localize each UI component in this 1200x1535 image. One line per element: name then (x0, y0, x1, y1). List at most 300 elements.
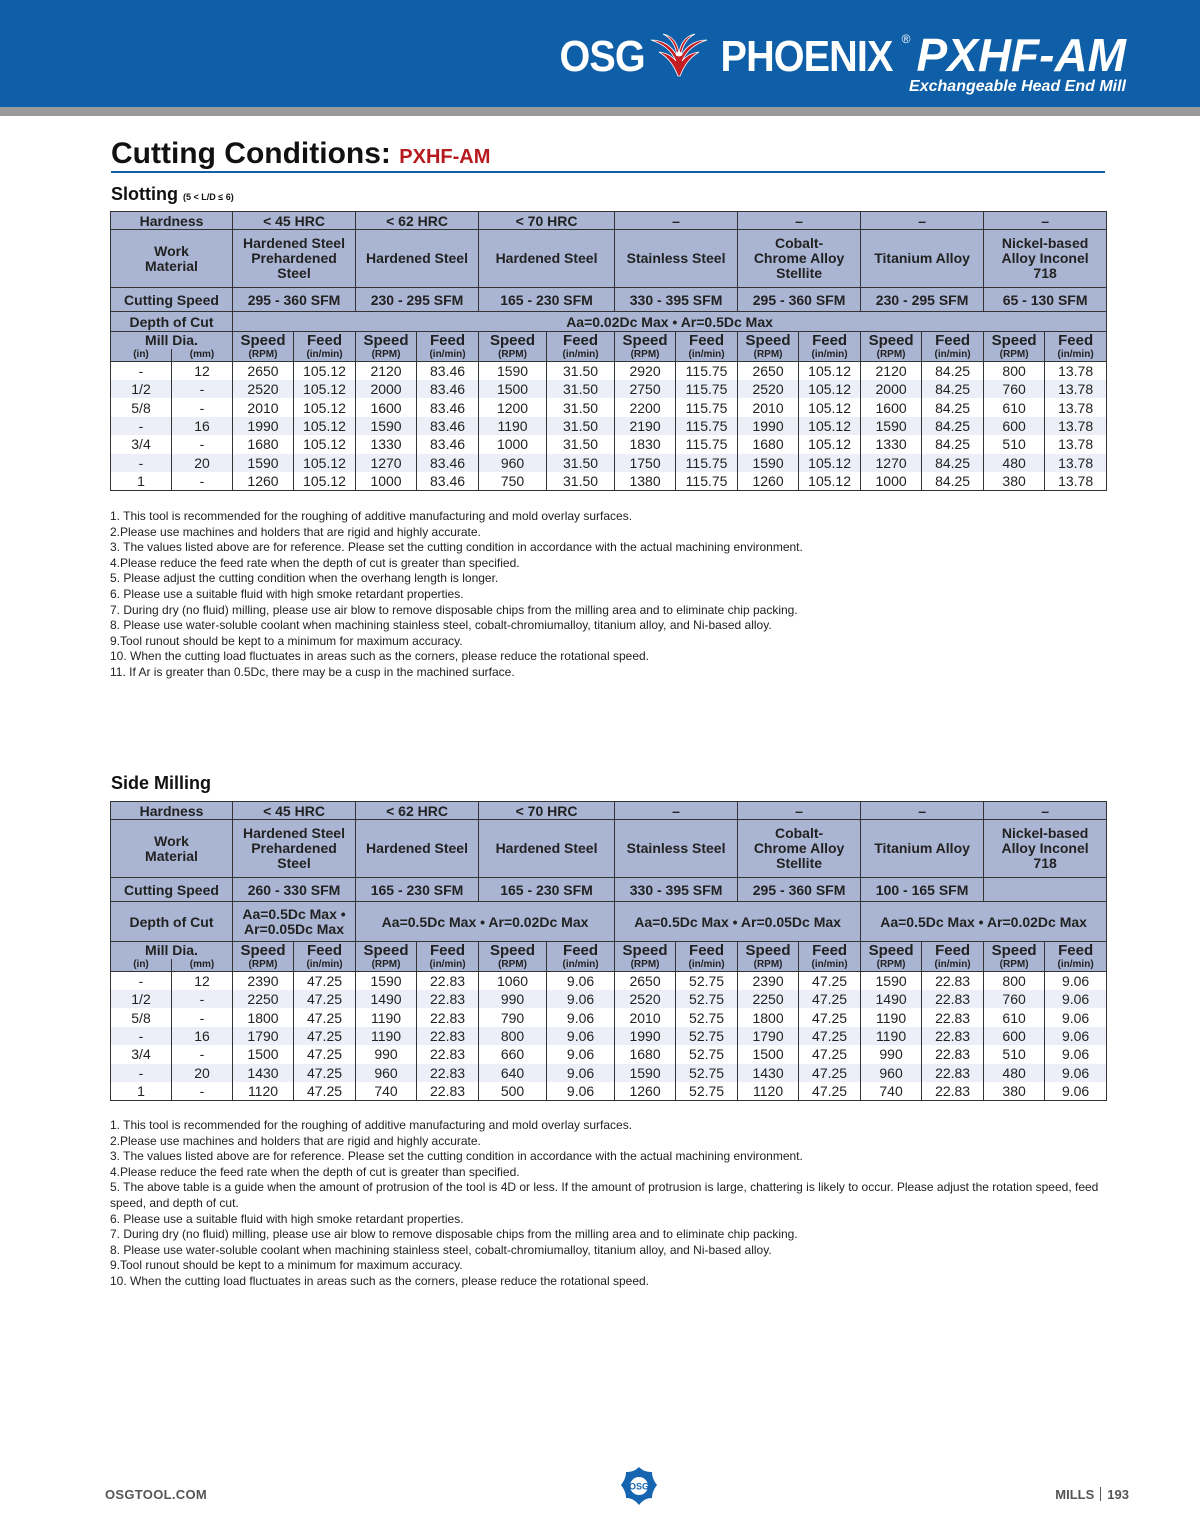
feed-cell: 47.25 (799, 1082, 861, 1101)
speed-header: Speed (984, 332, 1045, 349)
feed-cell: 47.25 (294, 1027, 356, 1045)
feed-cell: 84.25 (922, 362, 984, 381)
feed-cell: 105.12 (294, 454, 356, 472)
table-row (111, 380, 1107, 398)
feed-cell: 83.46 (417, 380, 479, 398)
unit-rpm: (RPM) (233, 959, 294, 972)
note-item: 10. When the cutting load fluctuates in areas such as the corners, please reduce the rotational speed. (110, 1273, 649, 1288)
unit-rpm: (RPM) (615, 349, 676, 362)
speed-cell: 1990 (233, 417, 294, 435)
depth-of-cut-value: Aa=0.5Dc Max • Ar=0.05Dc Max (233, 902, 356, 942)
speed-cell: 1200 (479, 398, 547, 416)
speed-cell: 960 (479, 454, 547, 472)
work-material-value: Nickel-based Alloy Inconel 718 (984, 820, 1107, 878)
feed-cell: 84.25 (922, 435, 984, 453)
feed-cell: 105.12 (799, 454, 861, 472)
speed-cell: 1680 (615, 1045, 676, 1063)
feed-cell: 105.12 (799, 362, 861, 381)
mill-dia-mm: - (172, 1008, 233, 1026)
table-row (111, 472, 1107, 491)
speed-cell: 1680 (738, 435, 799, 453)
table-row (111, 454, 1107, 472)
cutting-speed-value: 230 - 295 SFM (861, 288, 984, 312)
cutting-speed-label: Cutting Speed (111, 878, 233, 902)
speed-cell: 1600 (356, 398, 417, 416)
speed-cell: 2190 (615, 417, 676, 435)
speed-cell: 760 (984, 990, 1045, 1008)
slotting-notes (110, 509, 1110, 681)
speed-cell: 1260 (615, 1082, 676, 1101)
feed-cell: 47.25 (294, 1082, 356, 1101)
mill-dia-in: 3/4 (111, 1045, 172, 1063)
note-item: 7. During dry (no fluid) milling, please use air blow to remove disposable chips from the milling area and to eliminate chip packing. (110, 1227, 798, 1242)
hardness-value: – (615, 212, 738, 230)
speed-cell: 1800 (738, 1008, 799, 1026)
feed-header: Feed (294, 332, 356, 349)
feed-cell: 13.78 (1045, 435, 1107, 453)
feed-header: Feed (294, 942, 356, 959)
unit-mm: (mm) (172, 959, 233, 972)
mill-dia-label: Mill Dia. (111, 332, 233, 349)
feed-cell: 31.50 (547, 380, 615, 398)
speed-cell: 960 (861, 1064, 922, 1082)
hardness-value: < 62 HRC (356, 212, 479, 230)
speed-cell: 1590 (356, 417, 417, 435)
feed-cell: 105.12 (799, 435, 861, 453)
header-divider (0, 107, 1200, 116)
table-row (111, 435, 1107, 453)
speed-cell: 1000 (356, 472, 417, 491)
cutting-speed-row (111, 288, 1107, 312)
feed-cell: 105.12 (294, 417, 356, 435)
speed-cell: 500 (479, 1082, 547, 1101)
mill-dia-mm: 20 (172, 1064, 233, 1082)
speed-cell: 2120 (356, 362, 417, 381)
feed-cell: 83.46 (417, 435, 479, 453)
note-item: 3. The values listed above are for reference. Please set the cutting condition in accordance with the actual machining environment. (110, 1149, 803, 1164)
page-title-main: Cutting Conditions: (111, 137, 391, 170)
slotting-title-text: Slotting (111, 184, 178, 204)
note-item: 3. The values listed above are for reference. Please set the cutting condition in accordance with the actual machining environment. (110, 540, 803, 555)
work-material-row (111, 820, 1107, 878)
cutting-speed-value: 330 - 395 SFM (615, 288, 738, 312)
mill-dia-in: 1/2 (111, 990, 172, 1008)
speed-header: Speed (356, 332, 417, 349)
speed-cell: 1430 (233, 1064, 294, 1082)
note-item: 11. If Ar is greater than 0.5Dc, there may be a cusp in the machined surface. (110, 664, 515, 679)
table-row (111, 362, 1107, 381)
speed-cell: 1990 (615, 1027, 676, 1045)
table-row (111, 1027, 1107, 1045)
speed-cell: 640 (479, 1064, 547, 1082)
speed-cell: 1500 (738, 1045, 799, 1063)
feed-cell: 9.06 (547, 1064, 615, 1082)
feed-cell: 31.50 (547, 417, 615, 435)
speed-cell: 2650 (738, 362, 799, 381)
mill-dia-mm: - (172, 398, 233, 416)
speed-cell: 1330 (861, 435, 922, 453)
registered-mark: ® (901, 32, 911, 46)
feed-cell: 9.06 (1045, 972, 1107, 991)
feed-cell: 83.46 (417, 362, 479, 381)
feed-cell: 52.75 (676, 972, 738, 991)
feed-cell: 13.78 (1045, 417, 1107, 435)
cutting-speed-value: 165 - 230 SFM (479, 288, 615, 312)
speed-header: Speed (861, 942, 922, 959)
units-header-row (111, 959, 1107, 972)
note-item: 6. Please use a suitable fluid with high smoke retardant properties. (110, 586, 464, 601)
speed-cell: 1380 (615, 472, 676, 491)
mill-dia-mm: 20 (172, 454, 233, 472)
feed-cell: 22.83 (922, 1027, 984, 1045)
page-title (111, 137, 490, 171)
cutting-speed-value: 230 - 295 SFM (356, 288, 479, 312)
phoenix-bird-icon (647, 32, 709, 78)
feed-cell: 84.25 (922, 454, 984, 472)
feed-cell: 31.50 (547, 362, 615, 381)
feed-cell: 47.25 (294, 972, 356, 991)
feed-cell: 9.06 (547, 1008, 615, 1026)
unit-rpm: (RPM) (984, 349, 1045, 362)
feed-cell: 52.75 (676, 990, 738, 1008)
note-item: 5. The above table is a guide when the amount of protrusion of the tool is 4D or less. If the amount of protrusion is large, chattering is likely to occur. Please adjust the rotation speed, feed speed, and depth of cut. (110, 1180, 1099, 1210)
mill-dia-in: 3/4 (111, 435, 172, 453)
speed-cell: 990 (479, 990, 547, 1008)
speed-cell: 600 (984, 417, 1045, 435)
cutting-speed-value: 165 - 230 SFM (356, 878, 479, 902)
speed-cell: 1830 (615, 435, 676, 453)
note-item: 8. Please use water-soluble coolant when machining stainless steel, cobalt-chromiumalloy, titanium alloy, and Ni-based alloy. (110, 618, 772, 633)
mill-dia-in: 5/8 (111, 398, 172, 416)
feed-cell: 115.75 (676, 398, 738, 416)
unit-rpm: (RPM) (738, 349, 799, 362)
speed-cell: 990 (861, 1045, 922, 1063)
feed-cell: 22.83 (417, 1082, 479, 1101)
feed-cell: 22.83 (417, 1045, 479, 1063)
cutting-speed-value: 260 - 330 SFM (233, 878, 356, 902)
work-material-value: Hardened Steel (356, 820, 479, 878)
table-row (111, 972, 1107, 991)
speed-cell: 2650 (233, 362, 294, 381)
speed-cell: 990 (356, 1045, 417, 1063)
feed-header: Feed (1045, 332, 1107, 349)
feed-cell: 13.78 (1045, 362, 1107, 381)
cutting-speed-value (984, 878, 1107, 902)
speed-cell: 510 (984, 1045, 1045, 1063)
feed-cell: 31.50 (547, 454, 615, 472)
table-row (111, 1082, 1107, 1101)
unit-rpm: (RPM) (738, 959, 799, 972)
feed-cell: 105.12 (294, 472, 356, 491)
feed-cell: 22.83 (417, 972, 479, 991)
unit-inmin: (in/min) (547, 959, 615, 972)
feed-cell: 105.12 (294, 435, 356, 453)
feed-cell: 22.83 (922, 1045, 984, 1063)
feed-cell: 47.25 (799, 1045, 861, 1063)
speed-cell: 740 (356, 1082, 417, 1101)
speed-cell: 1790 (738, 1027, 799, 1045)
feed-cell: 47.25 (294, 1064, 356, 1082)
feed-cell: 13.78 (1045, 380, 1107, 398)
speed-cell: 480 (984, 1064, 1045, 1082)
speed-cell: 660 (479, 1045, 547, 1063)
speed-cell: 1270 (356, 454, 417, 472)
title-rule (111, 171, 1105, 173)
speed-cell: 1490 (356, 990, 417, 1008)
depth-of-cut-row (111, 902, 1107, 942)
footer-separator (1100, 1487, 1101, 1501)
feed-cell: 9.06 (547, 1027, 615, 1045)
cutting-speed-value: 295 - 360 SFM (738, 288, 861, 312)
feed-cell: 105.12 (799, 472, 861, 491)
cutting-speed-value: 100 - 165 SFM (861, 878, 984, 902)
speed-cell: 1590 (233, 454, 294, 472)
feed-cell: 47.25 (294, 1045, 356, 1063)
hardness-value: < 45 HRC (233, 212, 356, 230)
slotting-table-body (111, 362, 1107, 491)
unit-inmin: (in/min) (676, 349, 738, 362)
mill-dia-in: 5/8 (111, 1008, 172, 1026)
feed-header: Feed (547, 332, 615, 349)
speed-cell: 1430 (738, 1064, 799, 1082)
speed-cell: 1060 (479, 972, 547, 991)
work-material-value: Cobalt-Chrome Alloy Stellite (738, 820, 861, 878)
work-material-value: Hardened Steel (479, 230, 615, 288)
hardness-row (111, 802, 1107, 820)
hardness-label: Hardness (111, 212, 233, 230)
feed-cell: 115.75 (676, 362, 738, 381)
feed-cell: 31.50 (547, 398, 615, 416)
speed-cell: 2200 (615, 398, 676, 416)
slotting-title (111, 184, 234, 205)
work-material-value: Hardened Steel (356, 230, 479, 288)
speed-cell: 1680 (233, 435, 294, 453)
note-item: 1. This tool is recommended for the roughing of additive manufacturing and mold overlay surfaces. (110, 1118, 633, 1132)
speed-cell: 1120 (233, 1082, 294, 1101)
feed-cell: 84.25 (922, 398, 984, 416)
hardness-value: – (615, 802, 738, 820)
unit-inmin: (in/min) (294, 349, 356, 362)
table-row (111, 417, 1107, 435)
feed-cell: 9.06 (1045, 1027, 1107, 1045)
feed-header: Feed (799, 332, 861, 349)
note-item: 5. Please adjust the cutting condition when the overhang length is longer. (110, 571, 499, 586)
feed-cell: 84.25 (922, 380, 984, 398)
cutting-speed-value: 165 - 230 SFM (479, 878, 615, 902)
speed-cell: 2010 (738, 398, 799, 416)
feed-header: Feed (1045, 942, 1107, 959)
feed-cell: 105.12 (799, 398, 861, 416)
note-item: 2.Please use machines and holders that are rigid and highly accurate. (110, 1133, 481, 1148)
mill-dia-in: - (111, 972, 172, 991)
speed-header: Speed (984, 942, 1045, 959)
speed-cell: 1190 (861, 1027, 922, 1045)
depth-of-cut-label: Depth of Cut (111, 902, 233, 942)
mill-dia-mm: - (172, 472, 233, 491)
brand-tagline: Exchangeable Head End Mill (909, 78, 1126, 95)
unit-rpm: (RPM) (615, 959, 676, 972)
mill-dia-in: - (111, 454, 172, 472)
speed-cell: 1590 (738, 454, 799, 472)
feed-cell: 9.06 (547, 1045, 615, 1063)
feed-cell: 9.06 (1045, 1082, 1107, 1101)
feed-cell: 13.78 (1045, 454, 1107, 472)
unit-inmin: (in/min) (417, 959, 479, 972)
speed-cell: 510 (984, 435, 1045, 453)
work-material-value: Stainless Steel (615, 230, 738, 288)
mill-dia-in: - (111, 362, 172, 381)
mill-dia-in: - (111, 1064, 172, 1082)
note-item: 7. During dry (no fluid) milling, please use air blow to remove disposable chips from the milling area and to eliminate chip packing. (110, 602, 798, 617)
unit-mm: (mm) (172, 349, 233, 362)
speed-cell: 2250 (233, 990, 294, 1008)
unit-inmin: (in/min) (417, 349, 479, 362)
hardness-value: < 45 HRC (233, 802, 356, 820)
speed-cell: 1490 (861, 990, 922, 1008)
speed-cell: 2000 (356, 380, 417, 398)
speed-cell: 1000 (861, 472, 922, 491)
unit-inmin: (in/min) (1045, 959, 1107, 972)
work-material-value: Nickel-based Alloy Inconel 718 (984, 230, 1107, 288)
feed-cell: 47.25 (799, 1027, 861, 1045)
mill-dia-in: 1 (111, 472, 172, 491)
side-milling-table (110, 801, 1107, 1101)
feed-cell: 115.75 (676, 435, 738, 453)
feed-cell: 52.75 (676, 1082, 738, 1101)
unit-rpm: (RPM) (479, 959, 547, 972)
work-material-label: Work Material (111, 230, 233, 288)
work-material-value: Hardened Steel Prehardened Steel (233, 820, 356, 878)
feed-cell: 22.83 (922, 1082, 984, 1101)
work-material-value: Titanium Alloy (861, 820, 984, 878)
unit-rpm: (RPM) (356, 959, 417, 972)
feed-cell: 9.06 (547, 990, 615, 1008)
feed-cell: 52.75 (676, 1008, 738, 1026)
mill-dia-in: - (111, 417, 172, 435)
speed-feed-header-row (111, 332, 1107, 349)
note-item: 9.Tool runout should be kept to a minimum for maximum accuracy. (110, 633, 463, 648)
speed-cell: 610 (984, 1008, 1045, 1026)
feed-cell: 22.83 (417, 990, 479, 1008)
speed-cell: 1800 (233, 1008, 294, 1026)
slotting-table (110, 211, 1107, 491)
feed-header: Feed (417, 332, 479, 349)
speed-cell: 380 (984, 472, 1045, 491)
feed-cell: 9.06 (1045, 1064, 1107, 1082)
feed-header: Feed (922, 332, 984, 349)
speed-cell: 1500 (479, 380, 547, 398)
cutting-speed-value: 65 - 130 SFM (984, 288, 1107, 312)
unit-inmin: (in/min) (922, 349, 984, 362)
feed-cell: 115.75 (676, 454, 738, 472)
feed-cell: 115.75 (676, 380, 738, 398)
speed-cell: 1590 (356, 972, 417, 991)
speed-header: Speed (479, 332, 547, 349)
feed-header: Feed (547, 942, 615, 959)
footer-page-info (1055, 1487, 1129, 1502)
work-material-value: Stainless Steel (615, 820, 738, 878)
feed-cell: 13.78 (1045, 472, 1107, 491)
speed-cell: 2390 (738, 972, 799, 991)
feed-header: Feed (676, 332, 738, 349)
speed-cell: 1750 (615, 454, 676, 472)
hardness-value: – (984, 212, 1107, 230)
feed-cell: 9.06 (1045, 1045, 1107, 1063)
unit-rpm: (RPM) (861, 959, 922, 972)
work-material-value: Cobalt-Chrome Alloy Stellite (738, 230, 861, 288)
feed-cell: 22.83 (922, 972, 984, 991)
feed-cell: 22.83 (922, 990, 984, 1008)
unit-inmin: (in/min) (676, 959, 738, 972)
speed-cell: 1260 (738, 472, 799, 491)
speed-cell: 1590 (479, 362, 547, 381)
speed-cell: 790 (479, 1008, 547, 1026)
hardness-value: – (738, 802, 861, 820)
unit-in: (in) (111, 349, 172, 362)
speed-header: Speed (861, 332, 922, 349)
speed-cell: 1590 (861, 417, 922, 435)
feed-cell: 9.06 (547, 972, 615, 991)
table-row (111, 1008, 1107, 1026)
work-material-row (111, 230, 1107, 288)
feed-header: Feed (799, 942, 861, 959)
units-header-row (111, 349, 1107, 362)
work-material-value: Hardened Steel (479, 820, 615, 878)
feed-cell: 22.83 (417, 1008, 479, 1026)
cutting-speed-value: 330 - 395 SFM (615, 878, 738, 902)
side-milling-title-text: Side Milling (111, 773, 212, 793)
hardness-value: – (861, 212, 984, 230)
speed-cell: 2010 (233, 398, 294, 416)
feed-cell: 105.12 (294, 398, 356, 416)
speed-cell: 1000 (479, 435, 547, 453)
svg-text:OSG: OSG (628, 1481, 650, 1492)
speed-header: Speed (233, 942, 294, 959)
feed-cell: 105.12 (799, 417, 861, 435)
unit-inmin: (in/min) (547, 349, 615, 362)
speed-cell: 610 (984, 398, 1045, 416)
note-item: 8. Please use water-soluble coolant when machining stainless steel, cobalt-chromiumalloy, titanium alloy, and Ni-based alloy. (110, 1242, 772, 1257)
speed-header: Speed (479, 942, 547, 959)
feed-cell: 83.46 (417, 417, 479, 435)
feed-cell: 47.25 (799, 990, 861, 1008)
cutting-speed-value: 295 - 360 SFM (738, 878, 861, 902)
speed-cell: 1590 (615, 1064, 676, 1082)
hardness-value: – (861, 802, 984, 820)
speed-cell: 1190 (356, 1008, 417, 1026)
speed-cell: 800 (984, 972, 1045, 991)
table-row (111, 1064, 1107, 1082)
feed-cell: 22.83 (417, 1027, 479, 1045)
note-item: 9.Tool runout should be kept to a minimum for maximum accuracy. (110, 1258, 463, 1273)
hardness-value: < 62 HRC (356, 802, 479, 820)
mill-dia-in: - (111, 1027, 172, 1045)
unit-inmin: (in/min) (294, 959, 356, 972)
speed-header: Speed (615, 332, 676, 349)
speed-cell: 740 (861, 1082, 922, 1101)
speed-cell: 1190 (356, 1027, 417, 1045)
speed-cell: 1590 (861, 972, 922, 991)
feed-cell: 83.46 (417, 398, 479, 416)
note-item: 6. Please use a suitable fluid with high smoke retardant properties. (110, 1211, 464, 1226)
hardness-row (111, 212, 1107, 230)
footer-section: MILLS (1055, 1487, 1095, 1502)
speed-cell: 1790 (233, 1027, 294, 1045)
speed-feed-header-row (111, 942, 1107, 959)
feed-cell: 115.75 (676, 417, 738, 435)
speed-cell: 1270 (861, 454, 922, 472)
speed-cell: 2250 (738, 990, 799, 1008)
